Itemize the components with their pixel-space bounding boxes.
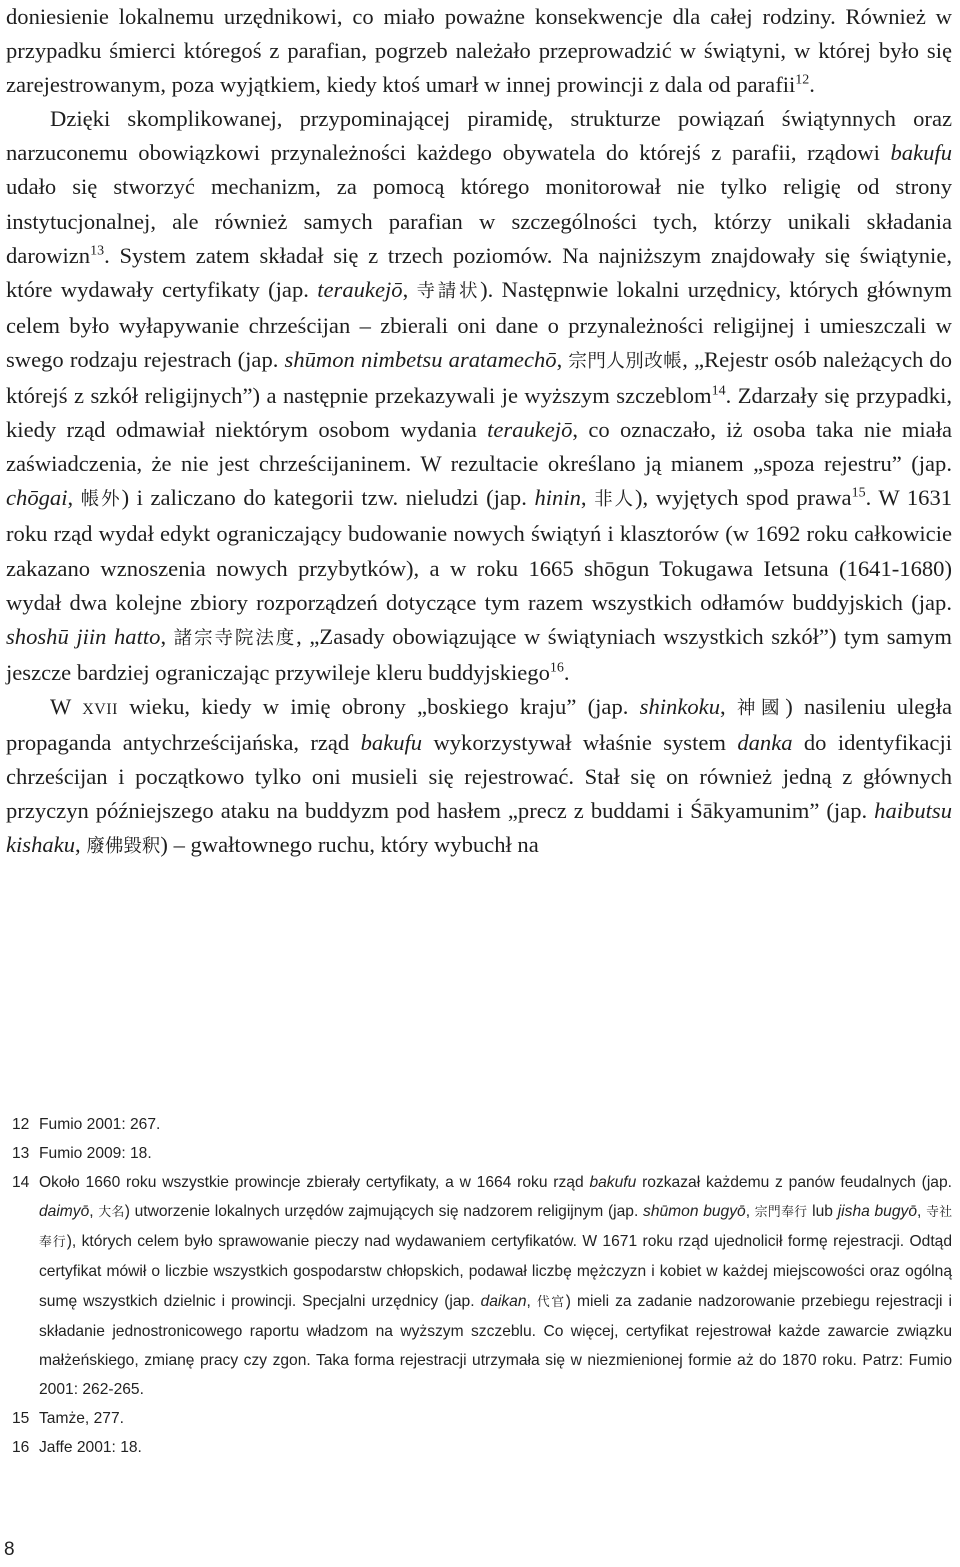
- italic-term: daimyō: [39, 1203, 90, 1221]
- kanji-term: 諸宗寺院法度: [173, 627, 297, 649]
- kanji-term: 代官: [536, 1294, 566, 1310]
- kanji-term: 寺社奉行: [39, 1205, 953, 1251]
- text-run: ,: [917, 1203, 927, 1221]
- text-run: . System zatem składał się z trzech poziomów. Na najniższym znajdowały się świątynie, które wydawały certyfikaty (jap.: [6, 242, 952, 302]
- text-run: wieku, kiedy w imię obrony „boskiego kraju” (jap.: [117, 693, 640, 719]
- footnote-number: 16: [12, 1439, 30, 1457]
- italic-term: bakufu: [589, 1174, 637, 1192]
- text-run: ,: [580, 485, 595, 511]
- kanji-term: 非人: [594, 489, 635, 511]
- footnote-text: Fumio 2009: 18.: [39, 1145, 152, 1163]
- italic-term: jisha bugyō: [837, 1203, 917, 1221]
- text-run: ) – gwałtownego ruchu, który wybuchł na: [160, 832, 539, 858]
- italic-term: hinin: [534, 485, 581, 511]
- footnote-number: 13: [12, 1145, 30, 1163]
- text-run: Około 1660 roku wszystkie prowincje zbierały certyfikaty, a w 1664 roku rząd: [39, 1174, 590, 1192]
- text-run: Dzięki skomplikowanej, przypominającej piramidę, strukturze powiązań świątynnych oraz narzuconemu obowiązkowi przynależności każdego obywatela do którejś z parafii, rządowi: [6, 106, 952, 166]
- page-number: 8: [4, 1539, 15, 1560]
- footnotes: [12, 1110, 952, 1462]
- text-run: ,: [556, 346, 569, 372]
- italic-term: chōgai: [6, 485, 68, 511]
- footnote-ref-14[interactable]: 14: [711, 383, 726, 399]
- italic-term: shūmon nimbetsu aratamechō: [284, 346, 557, 372]
- footnote-14: [12, 1168, 952, 1404]
- paragraph-1: [6, 0, 952, 102]
- italic-term: bakufu: [890, 140, 952, 166]
- text-run: . W 1631 roku rząd wydał edykt ograniczający budowanie nowych świątyń i klasztorów (w 1692 roku całkowicie zakazano wznoszenia nowych przybytków), a w roku 1665 shōgun Tokugawa Ietsuna (1641-1680) wydał dwa kolejne zbiory rozporządzeń dotyczące tym razem wszystkich odłamów buddyjskich (jap.: [6, 485, 953, 615]
- text-run: ) i zaliczano do kategorii tzw. nieludzi (jap.: [121, 485, 535, 511]
- footnote-text: Tamże, 277.: [39, 1409, 124, 1427]
- italic-term: shoshū jiin hatto: [6, 623, 161, 649]
- footnote-number: 12: [12, 1116, 30, 1133]
- text-run: doniesienie lokalnemu urzędnikowi, co miało poważne konsekwencje dla całej rodziny. Również w przypadku śmierci któregoś z parafian, pogrzeb należało przeprowadzić w świątyni, w której było się zarejestrowanym, poza wyjątkiem, kiedy ktoś umarł w innej prowincji z dala od parafii: [6, 4, 952, 98]
- text-run: ,: [67, 485, 81, 511]
- italic-term: haibutsu kishaku: [6, 798, 952, 858]
- text-run: , co oznaczało, iż osoba taka nie miała zaświadczenia, że nie jest chrześcijaninem. W rezultacie określano ją mianem „spoza rejestru” (jap.: [6, 417, 952, 477]
- text-run: ,: [89, 1203, 99, 1221]
- text-run: ), których celem było sprawowanie pieczy nad wydawaniem certyfikatów. W 1671 roku rząd ujednolicił formę rejestracji. Odtąd certyfikat mówił o liczbie wszystkich gospodarstw chłopskich, podawał liczbę mężczyzn i kobiet w każdej miejscowości oraz ogólną sumę wszystkich dzielnic i prowincji. Specjalni urzędnicy (jap.: [39, 1233, 952, 1310]
- footnote-text: Jaffe 2001: 18.: [39, 1439, 142, 1457]
- text-run: ) nasileniu uległa propaganda antychrześcijańska, rząd: [6, 693, 953, 755]
- text-run: ,: [402, 276, 417, 302]
- text-run: , „Zasady obowiązujące w świątyniach wszystkich szkół”) tym samym jeszcze bardziej ograniczając przywileje kleru buddyjskiego: [6, 623, 952, 685]
- text-run: rozkazał każdemu z panów feudalnych (jap.: [636, 1174, 952, 1192]
- text-run: ,: [745, 1203, 755, 1221]
- text-run: lub: [807, 1203, 838, 1221]
- footnote-15: [12, 1404, 952, 1433]
- footnote-number: 14: [12, 1174, 30, 1192]
- main-text: [6, 0, 952, 864]
- text-run: ,: [526, 1292, 537, 1310]
- text-run: .: [809, 72, 815, 98]
- italic-term: teraukejō: [317, 276, 403, 302]
- text-run: W: [50, 693, 83, 719]
- text-run: do identyfikacji chrześcijan i początkowo tylko oni musieli się rejestrować. Stał się on również jedną z głównych przyczyn późniejszego ataku na buddyzm pod hasłem „precz z buddami i Śākyamunim” (jap.: [6, 729, 953, 824]
- century-numeral: xvii: [82, 693, 118, 719]
- kanji-term: 帳外: [80, 489, 122, 511]
- paragraph-2: [6, 102, 952, 690]
- text-run: . Zdarzały się przypadki, kiedy rząd odmawiał niektórym osobom wydania: [6, 383, 953, 443]
- kanji-term: 宗門人別改帳: [568, 350, 683, 372]
- kanji-term: 大名: [98, 1205, 125, 1221]
- text-run: ,: [160, 623, 174, 649]
- footnote-ref-12[interactable]: 12: [795, 72, 810, 88]
- footnote-16: [12, 1433, 952, 1462]
- italic-term: daikan: [480, 1292, 527, 1310]
- text-run: ). Następnwie lokalni urzędnicy, których głównym celem było wyłapywanie chrześcijan – zbierali oni dane o przynależności religijnej i umieszczali w swego rodzaju rejestrach (jap.: [6, 276, 952, 372]
- kanji-term: 廢佛毀釈: [86, 836, 161, 858]
- text-run: ,: [720, 693, 737, 719]
- text-run: , „Rejestr osób należących do którejś z szkół religijnych”) a następnie przekazywali je wyższym szczeblom: [6, 346, 953, 409]
- kanji-term: 神國: [736, 697, 786, 719]
- kanji-term: 寺請状: [416, 280, 481, 302]
- footnote-ref-13[interactable]: 13: [90, 243, 105, 259]
- footnote-text: Fumio 2001: 267.: [39, 1116, 161, 1133]
- paragraph-3: [6, 690, 952, 864]
- text-run: wykorzystywał właśnie system: [422, 729, 738, 755]
- text-run: ), wyjętych spod prawa: [635, 485, 852, 511]
- text-run: ) mieli za zadanie nadzorowanie przebiegu rejestracji i składanie jednostronicowego raportu władzom na wyższym szczeblu. Co więcej, certyfikat rejestrował każde zawarcie związku małżeńskiego, zmianę pracy czy zgon. Taka forma rejestracji utrzymała się w niezmienionej formie aż do 1870 roku. Patrz: Fumio 2001: 262-265.: [39, 1292, 952, 1398]
- text-run: udało się stworzyć mechanizm, za pomocą którego monitorował nie tylko religię od strony instytucjonalnej, ale również samych parafian w szczególności tych, którzy unikali składania darowizn: [6, 174, 952, 268]
- italic-term: shinkoku: [639, 693, 720, 719]
- text-run: ) utworzenie lokalnych urzędów zajmujących się nadzorem religijnym (jap.: [124, 1203, 644, 1221]
- italic-term: teraukejō: [487, 417, 573, 443]
- text-run: ,: [75, 832, 87, 858]
- footnote-ref-16[interactable]: 16: [549, 660, 564, 676]
- footnote-12: [12, 1110, 952, 1139]
- footnote-number: 15: [12, 1409, 30, 1427]
- italic-term: bakufu: [360, 729, 423, 755]
- footnote-ref-15[interactable]: 15: [851, 485, 866, 501]
- kanji-term: 宗門奉行: [754, 1205, 808, 1221]
- italic-term: shūmon bugyō: [643, 1203, 746, 1221]
- footnote-13: [12, 1139, 952, 1168]
- text-run: .: [563, 659, 570, 685]
- italic-term: danka: [737, 729, 793, 755]
